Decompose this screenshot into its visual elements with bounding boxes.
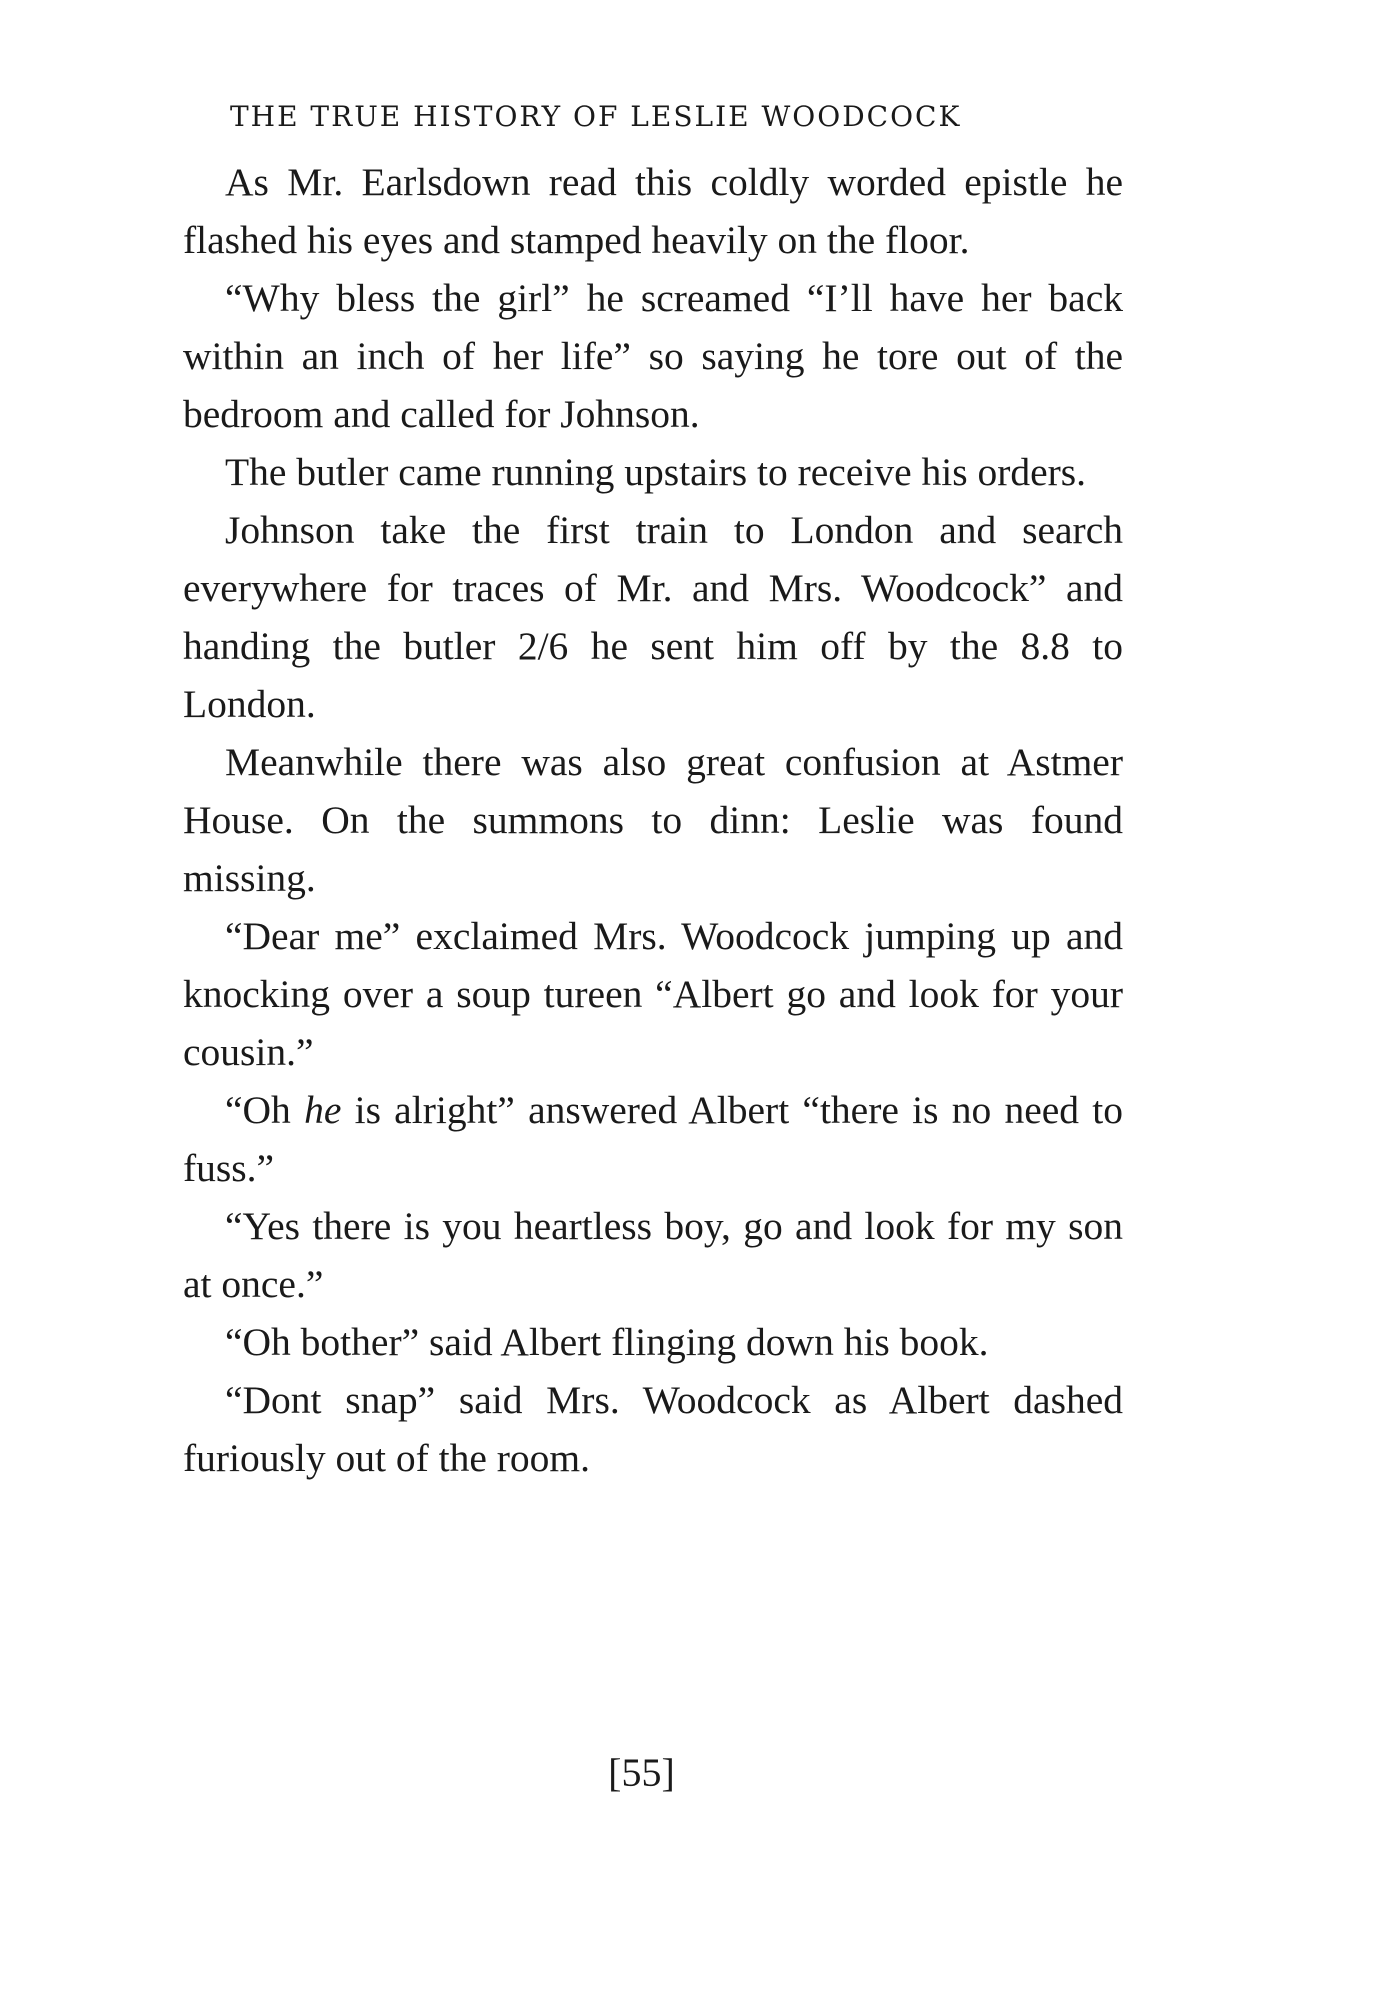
paragraph-9: “Oh bother” said Albert flinging down his book. (225, 1320, 989, 1364)
paragraph-7-start: “Oh (225, 1088, 305, 1132)
page-number: [55] (608, 1750, 675, 1795)
page-number-container (0, 1749, 1373, 1796)
paragraph-4: Johnson take the first train to London and search everywhere for traces of Mr. and Mrs. Woodcock” and handing the butler 2/6 he sent him off by the 8.8 to London. (183, 508, 1123, 726)
paragraph-8: “Yes there is you heartless boy, go and look for my son at once.” (183, 1204, 1123, 1306)
body-text (183, 153, 1123, 1487)
paragraph-7-italic: he (304, 1088, 342, 1132)
paragraph-7 (183, 1081, 1123, 1197)
running-head: THE TRUE HISTORY OF LESLIE WOODCOCK (230, 100, 962, 133)
paragraph-7-end: is alright” answered Albert “there is no need to fuss.” (183, 1088, 1123, 1190)
paragraph-6: “Dear me” exclaimed Mrs. Woodcock jumping up and knocking over a soup tureen “Albert go and look for your cousin.” (183, 914, 1123, 1074)
paragraph-1: As Mr. Earlsdown read this coldly worded epistle he flashed his eyes and stamped heavily on the floor. (183, 160, 1123, 262)
paragraph-2: “Why bless the girl” he screamed “I’ll have her back within an inch of her life” so saying he tore out of the bedroom and called for Johnson. (183, 276, 1123, 436)
paragraph-3: The butler came running upstairs to receive his orders. (225, 450, 1087, 494)
paragraph-10: “Dont snap” said Mrs. Woodcock as Albert dashed furiously out of the room. (183, 1378, 1123, 1480)
paragraph-5: Meanwhile there was also great confusion at Astmer House. On the summons to dinn: Leslie was found missing. (183, 740, 1123, 900)
